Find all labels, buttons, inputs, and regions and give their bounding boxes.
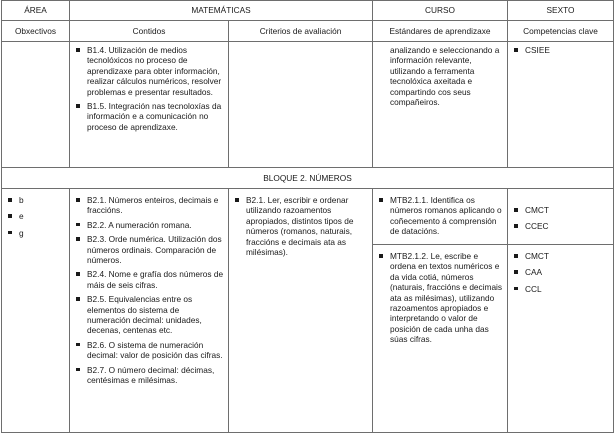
course-value: SEXTO <box>508 1 614 21</box>
continuation-criteria-cell <box>229 42 373 168</box>
content-item: B2.6. O sistema de numeración decimal: valor de posición das cifras. <box>76 340 224 361</box>
standard-item: MTB2.1.1. Identifica os números romanos aplicando o coñecemento á comprensión de datacións. <box>379 195 503 237</box>
course-label: CURSO <box>373 1 508 21</box>
subject-title: MATEMÁTICAS <box>70 1 373 21</box>
content-item: B2.5. Equivalencias entre os elementos do sistema de numeración decimal: unidades, decenas, centenas etc. <box>76 294 224 336</box>
content-item: B1.5. Integración nas tecnoloxías da información e a comunicación no proceso de aprendizaxe. <box>76 101 224 132</box>
area-label: ÁREA <box>2 1 70 21</box>
competences-cell-2 <box>508 245 614 433</box>
competence-item: CMCT <box>514 205 609 215</box>
contents-cell <box>70 189 229 433</box>
column-header-row <box>2 21 614 42</box>
continuation-row <box>2 42 614 168</box>
content-item: B2.3. Orde numérica. Utilización dos números ordinais. Comparación de números. <box>76 234 224 265</box>
standard-cell-2 <box>373 245 508 433</box>
competences-header: Competencias clave <box>508 21 614 42</box>
standard-continuation-text: analizando e seleccionando a información relevante, utilizando a ferramenta tecnolóxica axeitada e compartindo cos seus compañeiros. <box>390 45 500 108</box>
curriculum-table <box>1 0 614 433</box>
header-row <box>2 1 614 21</box>
block-row-1 <box>2 189 614 245</box>
competences-cell-1 <box>508 189 614 245</box>
continuation-standards-cell <box>373 42 508 168</box>
objective-item: g <box>8 228 65 238</box>
competence-item: CSIEE <box>514 45 609 55</box>
criteria-cell <box>229 189 373 433</box>
content-item: B2.1. Números enteiros, decimais e fraccións. <box>76 195 224 216</box>
standard-item: MTB2.1.2. Le, escribe e ordena en textos numéricos e da vida cotiá, números (naturais, fraccións e decimais ata as milésimas), utilizando razoamentos apropiados e interpretando o valor de posición de cada unha das súas cifras. <box>379 251 503 345</box>
standard-cell-1 <box>373 189 508 245</box>
competence-item: CCEC <box>514 221 609 231</box>
criteria-header: Criterios de avaliación <box>229 21 373 42</box>
objectives-header: Obxectivos <box>2 21 70 42</box>
objective-item: b <box>8 195 65 205</box>
continuation-competences-cell <box>508 42 614 168</box>
content-item: B2.4. Nome e grafía dos números de máis de seis cifras. <box>76 269 224 290</box>
content-item: B2.2. A numeración romana. <box>76 220 224 230</box>
content-item: B1.4. Utilización de medios tecnolóxicos no proceso de aprendizaxe para obter información, realizar cálculos numéricos, resolver problemas e presentar resultados. <box>76 45 224 97</box>
objectives-cell <box>2 189 70 433</box>
criterion-item: B2.1. Ler, escribir e ordenar utilizando razoamentos apropiados, distintos tipos de números (romanos, naturais, fraccións e decimais ata as milésimas). <box>235 195 368 257</box>
objective-item: e <box>8 211 65 221</box>
competence-item: CMCT <box>514 251 609 261</box>
block-title: BLOQUE 2. NÚMEROS <box>2 168 614 189</box>
standards-header: Estándares de aprendizaxe <box>373 21 508 42</box>
content-item: B2.7. O número decimal: décimas, centésimas e milésimas. <box>76 365 224 386</box>
continuation-objectives-cell <box>2 42 70 168</box>
block-title-row <box>2 168 614 189</box>
competence-item: CCL <box>514 284 609 294</box>
contents-header: Contidos <box>70 21 229 42</box>
continuation-contents-cell <box>70 42 229 168</box>
competence-item: CAA <box>514 267 609 277</box>
